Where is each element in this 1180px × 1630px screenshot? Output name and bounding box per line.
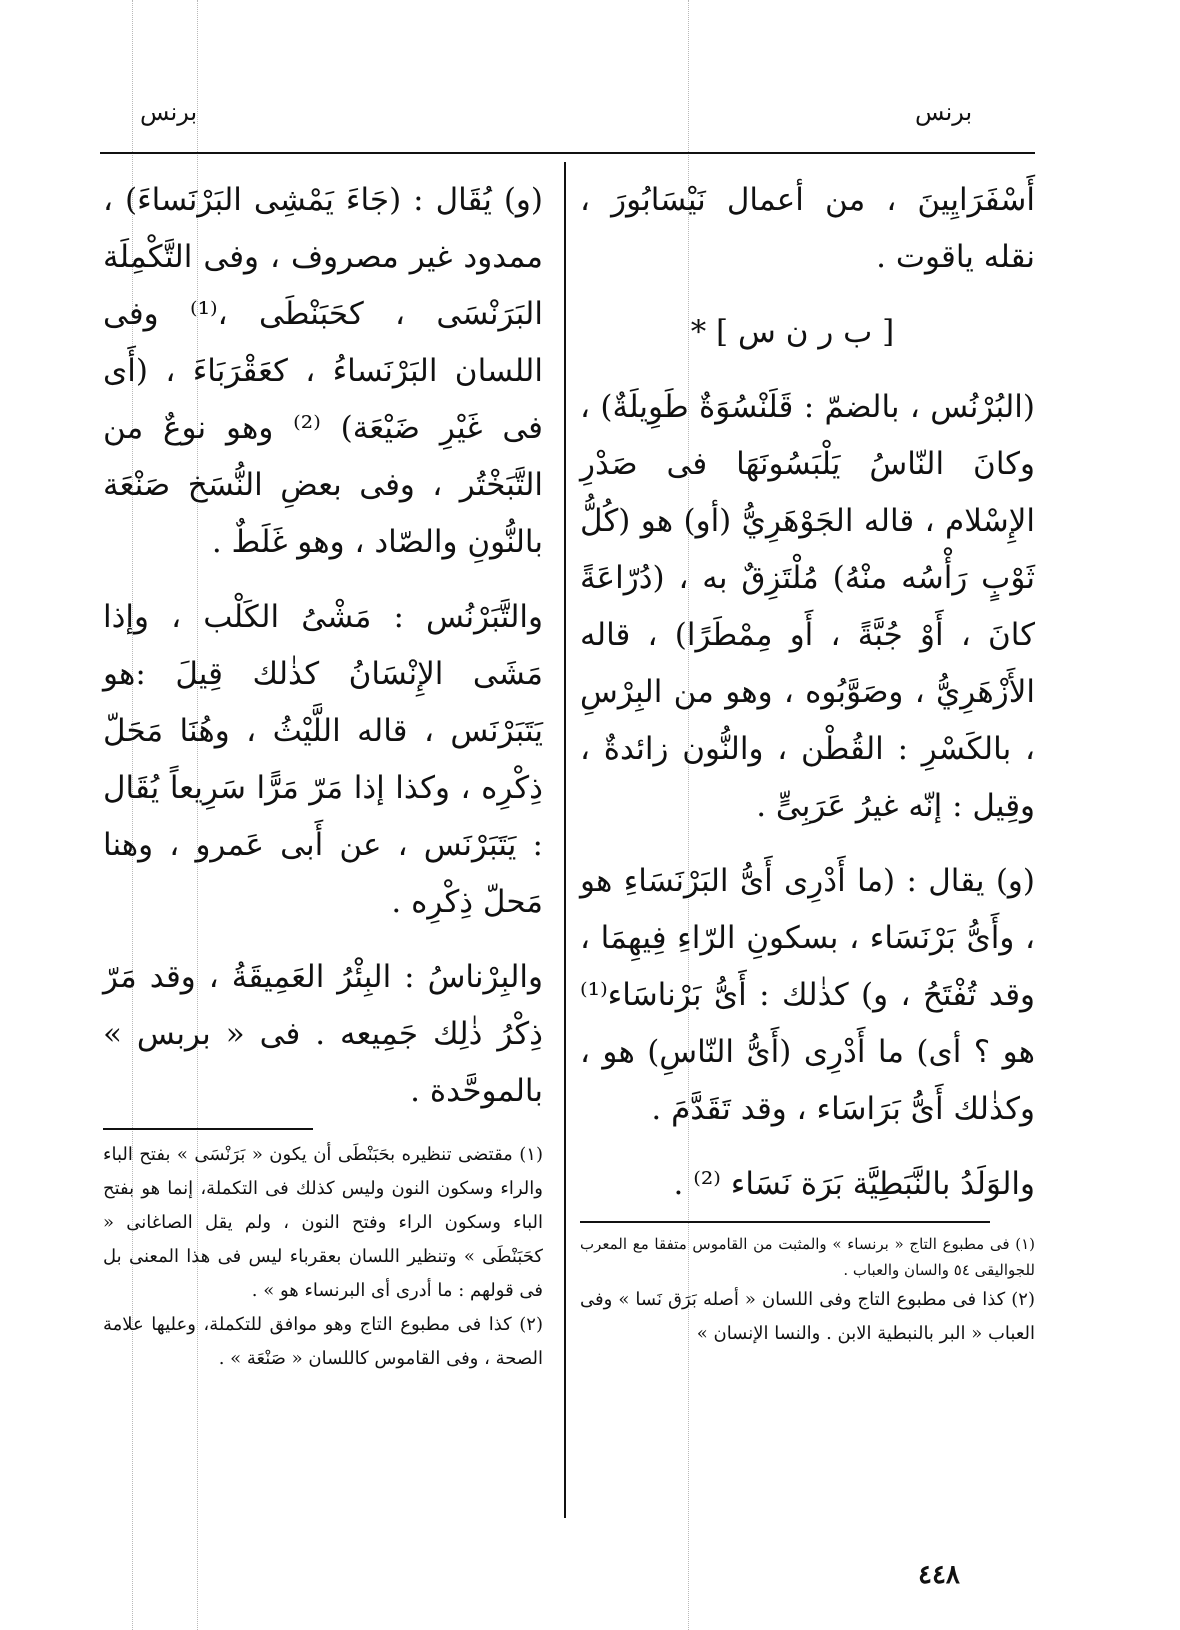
running-header-left: برنس (140, 98, 198, 126)
entry-paragraph: (و) يُقَال : (جَاءَ يَمْشِى البَرْنَساءَ) ، ممدود غير مصروف ، وفى التَّكْمِلَة البَرَنْسَى ، كحَبَنْطَى ،⁽¹⁾ وفى اللسان البَرْنَساءُ ، كعَقْرَبَاءَ ، (أَى فى غَيْرِ ضَيْعَة) ⁽²⁾ وهو نوعٌ من التَّبَخْتُر ، وفى بعضِ النُّسَخ صَنْعَة بالنُّونِ والصّاد ، وهو غَلَطٌ . (103, 182, 543, 560)
column-divider (564, 162, 566, 1518)
right-column (580, 172, 1035, 1351)
footnote: (٢) كذا فى مطبوع التاج وهو موافق للتكملة، وعليها علامة الصحة ، وفى القاموس كاللسان « صَنْعَة » . (103, 1314, 543, 1369)
footnote-rule (580, 1221, 990, 1223)
header-rule (100, 152, 1035, 154)
running-header-right: برنس (915, 98, 973, 126)
footnote: (١) مقتضى تنظيره بحَبَنْطَى أن يكون « بَرَنْسَى » بفتح الباء والراء وسكون النون وليس كذلك فى التكملة، إنما هو بفتح الباء وسكون الراء وفتح النون ، ولم يقل الصاغانى « كحَبَنْطَى » وتنظير اللسان بعقرباء ليس فى هذا المعنى بل فى قولهم : ما أدرى أى البرنساء هو » . (103, 1144, 543, 1301)
entry-paragraph: (البُرْنُس ، بالضمّ : قَلَنْسُوَةٌ طَوِيلَةٌ) ، وكانَ النّاسُ يَلْبَسُونَهَا فى صَدْرِ الإِسْلام ، قاله الجَوْهَرِيُّ (أو) هو (كُلُّ ثَوْبٍ رَأْسُه منْهُ) مُلْتَزِقٌ به ، (دُرّاعَةً كانَ ، أَوْ جُبَّةً ، أَو مِمْطَرًا) ، قاله الأَزْهَرِيُّ ، وصَوَّبُوه ، وهو من البِرْسِ ، بالكَسْرِ : القُطْن ، والنُّون زائدةٌ ، وقِيل : إنّه غيرُ عَرَبِىٍّ . (580, 389, 1035, 824)
continuation-text: أَسْفَرَايِينَ ، من أعمال نَيْسَابُورَ ، نقله ياقوت . (580, 182, 1035, 275)
entry-paragraph: (و) يقال : (ما أَدْرِى أَىُّ البَرْنَسَاءِ هو ، وأَىُّ بَرْنَسَاء ، بسكونِ الرّاءِ فِيهِمَا ، وقد تُفْتَحُ ، و) كذٰلك : أَىُّ بَرْناسَاء⁽¹⁾ هو ؟ أى) ما أَدْرِى (أَىُّ النّاسِ) هو ، وكذٰلك أَىُّ بَرَاسَاء ، وقد تَقَدَّمَ . (580, 863, 1035, 1127)
page-number: ٤٤٨ (918, 1560, 960, 1590)
entry-paragraph: والبِرْناسُ : البِئْرُ العَمِيقَةُ ، وقد مَرّ ذِكْرُ ذٰلِك جَمِيعه . فى « بربس » بالموحَّدة . (103, 959, 543, 1109)
entry-paragraph: والتَّبَرْنُس : مَشْىُ الكَلْب ، وإذا مَشَى الإِنْسَانُ كذٰلك قِيلَ :هو يَتَبَرْنَس ، قاله اللَّيْثُ ، وهُنَا مَحَلّ ذِكْرِه ، وكذا إذا مَرّ مَرًّا سَرِيعاً يُقَال : يَتَبَرْنَس ، عن أَبى عَمرو ، وهنا مَحلّ ذِكْرِه . (103, 599, 543, 920)
footnote-rule (103, 1128, 313, 1130)
footnote: (١) فى مطبوع التاج « برنساء » والمثبت من القاموس متفقا مع المعرب للجواليقى ٥٤ والسان والعباب . (580, 1235, 1035, 1279)
footnote: (٢) كذا فى مطبوع التاج وفى اللسان « أصله بَرَق نَسا » وفى العباب « البر بالنبطية الابن . والنسا الإنسان » (580, 1289, 1035, 1344)
entry-heading: [ ب ر ن س ] * (690, 314, 895, 350)
left-column (103, 172, 543, 1376)
entry-paragraph: والوَلَدُ بالنَّبَطِيَّة بَرَة نَسَاء ⁽²⁾ . (673, 1166, 1035, 1202)
